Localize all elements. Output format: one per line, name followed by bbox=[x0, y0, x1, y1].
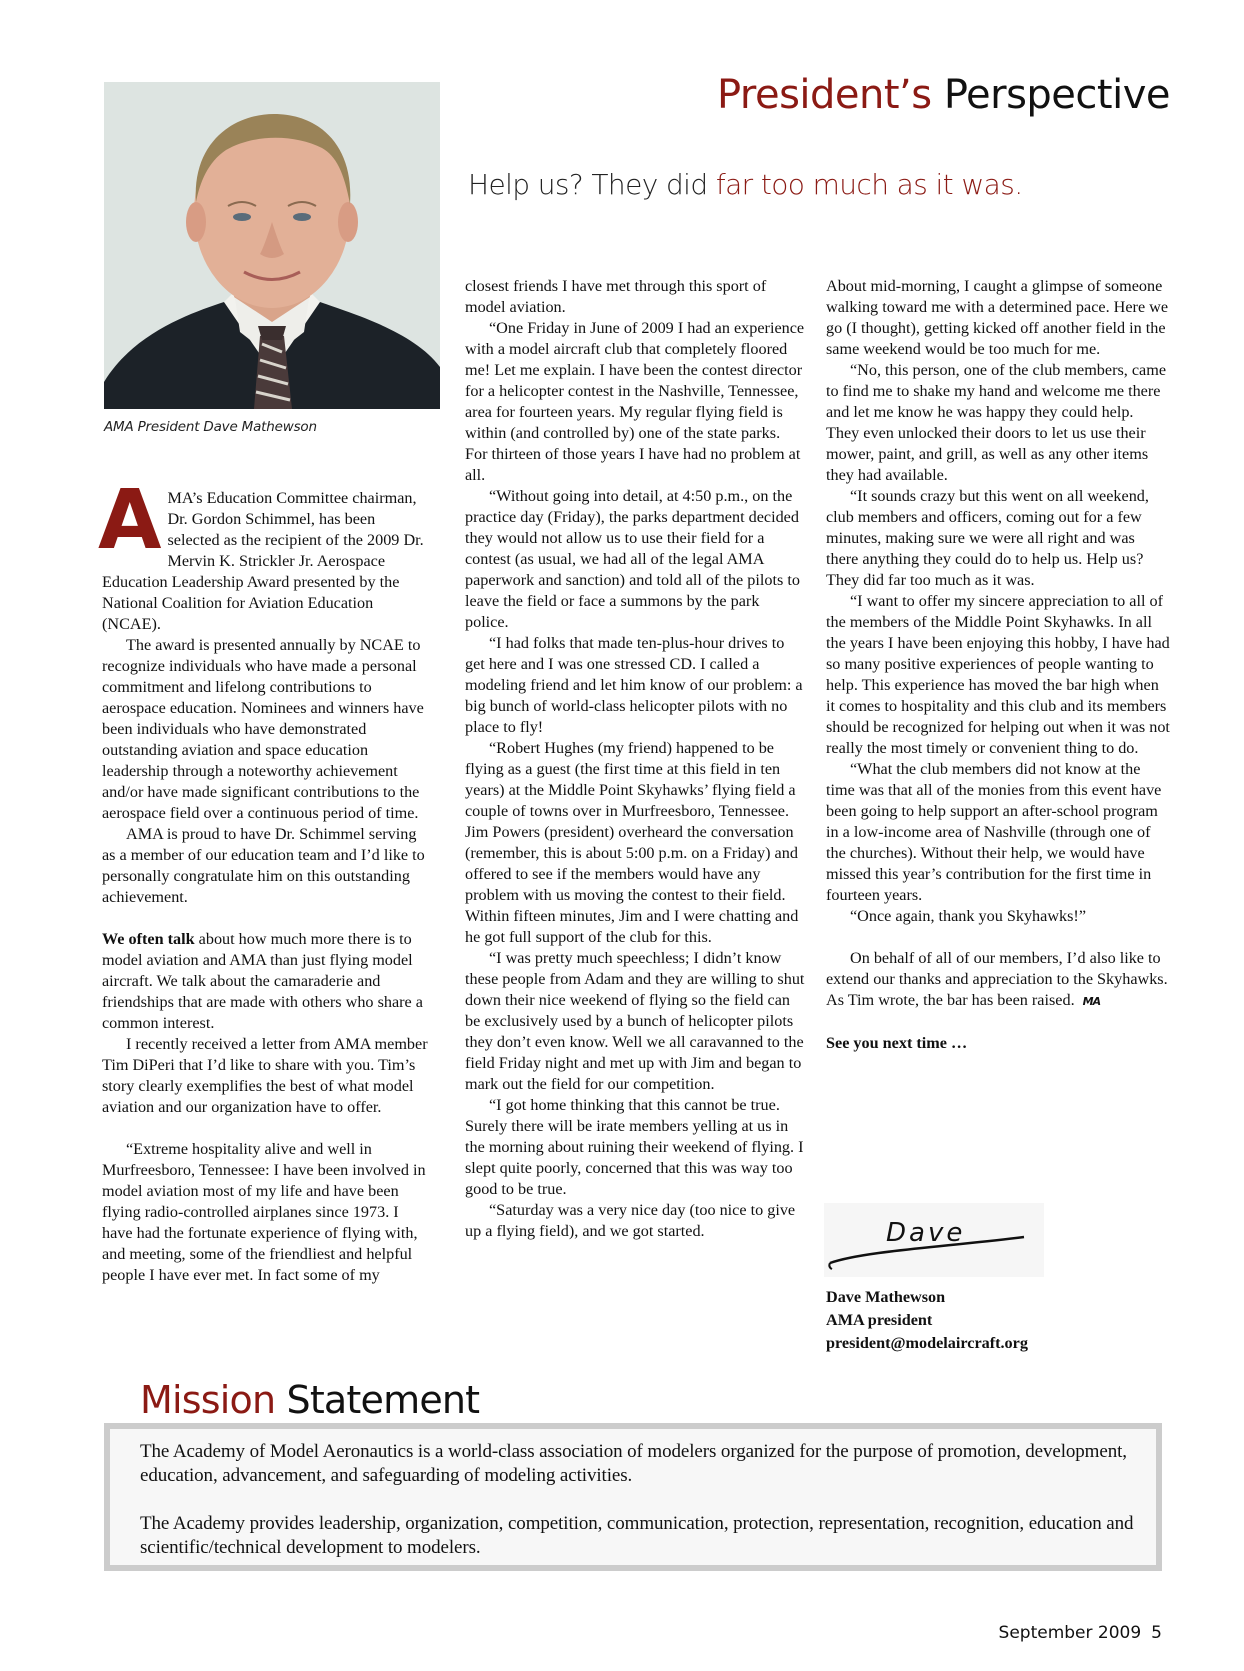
signoff-line: See you next time … bbox=[826, 1034, 968, 1052]
page-footer bbox=[999, 1623, 1162, 1643]
article-paragraph bbox=[826, 948, 1170, 1012]
article-paragraph bbox=[102, 929, 430, 1034]
article-paragraph: “It sounds crazy but this went on all weekend, club members and officers, coming out for a few minutes, making sure we were all right and was there anything they could do to help us. Help us? They did far too much as it was. bbox=[826, 487, 1149, 589]
article-headline bbox=[468, 168, 1023, 201]
article-paragraph: “Once again, thank you Skyhawks!” bbox=[850, 907, 1086, 925]
signature-block bbox=[826, 1286, 1028, 1355]
signature-icon bbox=[824, 1203, 1044, 1277]
page-title-rest: Perspective bbox=[943, 72, 1170, 118]
article-paragraph: “One Friday in June of 2009 I had an experience with a model aircraft club that completely floored me! Let me explain. I have been the contest director for a helicopter contest in the Nashville, Tennessee, area for fourteen years. My regular flying field is within (and controlled by) one of the state parks. For thirteen of those years I have had no problem at all. bbox=[465, 319, 805, 484]
article-paragraph: “What the club members did not know at the time was that all of the monies from this event have been going to help support an after-school program in a low-income area of Nashville (through one of the churches). Without their help, we would have missed this year’s contribution for the first time in fourteen years. bbox=[826, 760, 1162, 904]
article-column-3 bbox=[826, 276, 1170, 1054]
mission-paragraph: The Academy provides leadership, organization, competition, communication, protection, representation, recognition, education and scientific/technical development to modelers. bbox=[140, 1513, 1134, 1558]
end-mark-icon: MA bbox=[1082, 995, 1101, 1008]
article-paragraph: closest friends I have met through this sport of model aviation. bbox=[465, 277, 767, 316]
article-paragraph: About mid-morning, I caught a glimpse of someone walking toward me with a determined pace. Here we go (I thought), getting kicked off another field in the same weekend would be too much for me. bbox=[826, 277, 1169, 358]
mission-heading-accent: Mission bbox=[140, 1378, 276, 1422]
article-paragraph bbox=[98, 473, 430, 635]
drop-cap: A bbox=[98, 473, 160, 568]
article-column-1 bbox=[98, 473, 430, 1286]
headline-plain: Help us? They did bbox=[468, 168, 716, 201]
page-title-accent: President’s bbox=[716, 72, 932, 118]
article-paragraph: “I got home thinking that this cannot be true. Surely there will be irate members yelling at us in the morning about ruining their weekend of flying. I slept quite poorly, concerned that this was way too good to be true. bbox=[465, 1096, 804, 1198]
mission-heading-rest: Statement bbox=[286, 1378, 480, 1422]
mission-heading bbox=[140, 1378, 479, 1422]
article-paragraph: The award is presented annually by NCAE to recognize individuals who have made a personal commitment and lifelong contributions to aerospace education. Nominees and winners have been individuals who have demonstrated outstanding aviation and space education leadership through a noteworthy achievement and/or have made significant contributions to the aerospace field over a continuous period of time. bbox=[102, 636, 424, 822]
mission-paragraph: The Academy of Model Aeronautics is a world-class association of modelers organized for the purpose of promotion, development, education, advancement, and safeguarding of modeling activities. bbox=[140, 1441, 1127, 1486]
paragraph-text: about how much more there is to model aviation and AMA than just flying model aircraft. We talk about the camaraderie and friendships that are made with others who share a common interest. bbox=[102, 930, 423, 1032]
page-title bbox=[717, 72, 1170, 118]
author-title: AMA president bbox=[826, 1311, 933, 1329]
handwritten-signature bbox=[824, 1203, 1044, 1277]
photo-caption: AMA President Dave Mathewson bbox=[104, 419, 317, 435]
author-email-link[interactable]: president@modelaircraft.org bbox=[826, 1334, 1028, 1352]
article-paragraph: “Extreme hospitality alive and well in Murfreesboro, Tennessee: I have been involved in model aviation most of my life and have been flying radio-controlled airplanes since 1973. I have had the fortunate experience of flying with, and meeting, some of the friendliest and helpful people I have ever met. In fact some of my bbox=[102, 1140, 426, 1284]
article-paragraph: “Without going into detail, at 4:50 p.m., on the practice day (Friday), the parks department decided they would not allow us to use their field for a contest (as usual, we had all of the legal AMA paperwork and sanction) and told all of the pilots to leave the field or face a summons by the park police. bbox=[465, 487, 800, 631]
paragraph-text: On behalf of all of our members, I’d also like to extend our thanks and appreciation to the Skyhawks. As Tim wrote, the bar has been raised. bbox=[826, 949, 1168, 1009]
paragraph-text: MA’s Education Committee chairman, Dr. Gordon Schimmel, has been selected as the recipient of the 2009 Dr. Mervin K. Strickler Jr. Aerospace Education Leadership Award presented by the National Coalition for Aviation Education (NCAE). bbox=[102, 489, 424, 633]
article-paragraph: I recently received a letter from AMA member Tim DiPeri that I’d like to share with you. Tim’s story clearly exemplifies the best of what model aviation and our organization have to offer. bbox=[102, 1035, 428, 1116]
article-column-2 bbox=[465, 276, 805, 1242]
article-paragraph: “I was pretty much speechless; I didn’t know these people from Adam and they are willing to shut down their nice weekend of flying so the field can be exclusively used by a bunch of helicopter pilots they don’t even know. Well we all caravanned to the field Friday night and met up with Jim and began to mark out the field for our competition. bbox=[465, 949, 805, 1093]
article-paragraph: “Saturday was a very nice day (too nice to give up a flying field), and we got started. bbox=[465, 1201, 796, 1240]
run-in-lead: We often talk bbox=[102, 930, 195, 948]
portrait-image bbox=[104, 82, 440, 409]
article-paragraph: “I want to offer my sincere appreciation to all of the members of the Middle Point Skyhawks. In all the years I have been enjoying this hobby, I have had so many positive experiences of people wanting to help. This experience has moved the bar high when it comes to hospitality and this club and its members should be recognized for helping out when it was not really the most timely or convenient thing to do. bbox=[826, 592, 1170, 757]
article-paragraph: “Robert Hughes (my friend) happened to be flying as a guest (the first time at this field in ten years) at the Middle Point Skyhawks’ flying field a couple of towns over in Murfreesboro, Tennessee. Jim Powers (president) overheard the conversation (remember, this is about 5:00 p.m. on a Friday) and offered to see if the members would have any problem with us moving the contest to their field. Within fifteen minutes, Jim and I were chatting and he got full support of the club for this. bbox=[465, 739, 799, 946]
issue-date: September 2009 bbox=[998, 1623, 1142, 1643]
author-name: Dave Mathewson bbox=[826, 1288, 946, 1306]
svg-text:Dave: Dave bbox=[886, 1218, 966, 1248]
headline-accent: far too much as it was. bbox=[715, 168, 1023, 201]
article-paragraph: “No, this person, one of the club members, came to find me to shake my hand and welcome me there and let me know he was happy they could help. They even unlocked their doors to let us use their mower, paint, and grill, as well as any other items they had available. bbox=[826, 361, 1167, 484]
mission-statement-box bbox=[104, 1423, 1162, 1571]
page-number: 5 bbox=[1151, 1623, 1162, 1643]
author-photo bbox=[104, 82, 440, 409]
article-paragraph: AMA is proud to have Dr. Schimmel serving as a member of our education team and I’d like to personally congratulate him on this outstanding achievement. bbox=[102, 825, 425, 906]
article-paragraph: “I had folks that made ten-plus-hour drives to get here and I was one stressed CD. I called a modeling friend and let him know of our problem: a big bunch of world-class helicopter pilots with no place to fly! bbox=[465, 634, 803, 736]
